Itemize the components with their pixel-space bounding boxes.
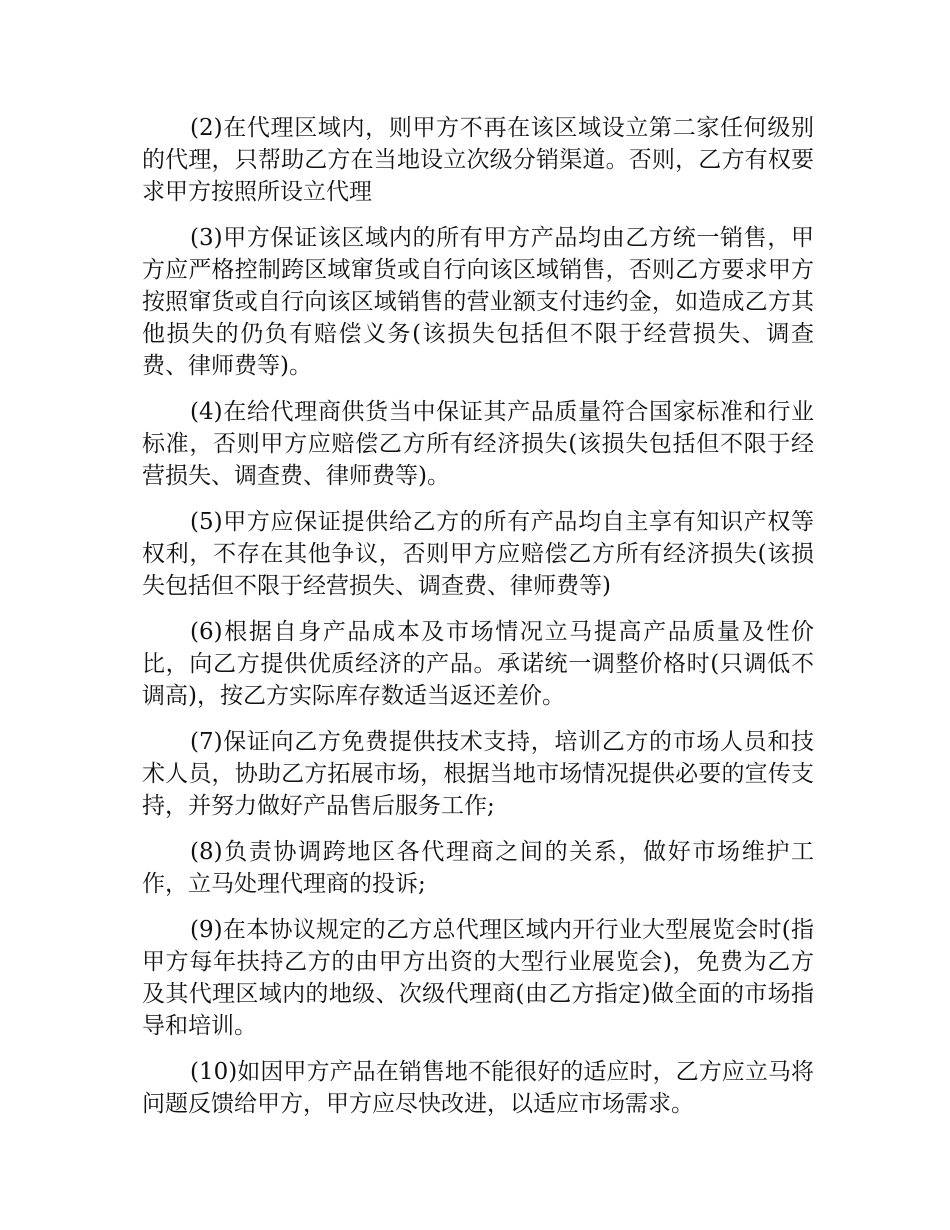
clause-7: (7)保证向乙方免费提供技术支持，培训乙方的市场人员和技术人员，协助乙方拓展市场，根据当地市场情况提供必要的宣传支持，并努力做好产品售后服务工作;: [142, 729, 814, 819]
clause-6: (6)根据自身产品成本及市场情况立马提高产品质量及性价比，向乙方提供优质经济的产品。承诺统一调整价格时(只调低不调高)，按乙方实际库存数适当返还差价。: [142, 619, 814, 709]
document-body: [142, 112, 814, 1134]
clause-8: (8)负责协调跨地区各代理商之间的关系，做好市场维护工作，立马处理代理商的投诉;: [142, 839, 814, 897]
clause-10: (10)如因甲方产品在销售地不能很好的适应时，乙方应立马将问题反馈给甲方，甲方应尽快改进，以适应市场需求。: [142, 1059, 814, 1117]
clause-2: (2)在代理区域内，则甲方不再在该区域设立第二家任何级别的代理，只帮助乙方在当地设立次级分销渠道。否则，乙方有权要求甲方按照所设立代理: [142, 115, 814, 205]
clause-4: (4)在给代理商供货当中保证其产品质量符合国家标准和行业标准，否则甲方应赔偿乙方所有经济损失(该损失包括但不限于经营损失、调查费、律师费等)。: [142, 399, 814, 489]
clause-9: (9)在本协议规定的乙方总代理区域内开行业大型展览会时(指甲方每年扶持乙方的由甲方出资的大型行业展览会)，免费为乙方及其代理区域内的地级、次级代理商(由乙方指定)做全面的市场指导和培训。: [142, 917, 814, 1039]
clause-5: (5)甲方应保证提供给乙方的所有产品均自主享有知识产权等权利，不存在其他争议，否则甲方应赔偿乙方所有经济损失(该损失包括但不限于经营损失、调查费、律师费等): [142, 509, 814, 599]
clause-3: (3)甲方保证该区域内的所有甲方产品均由乙方统一销售，甲方应严格控制跨区域窜货或自行向该区域销售，否则乙方要求甲方按照窜货或自行向该区域销售的营业额支付违约金，如造成乙方其他损失的仍负有赔偿义务(该损失包括但不限于经营损失、调查费、律师费等)。: [142, 225, 814, 379]
